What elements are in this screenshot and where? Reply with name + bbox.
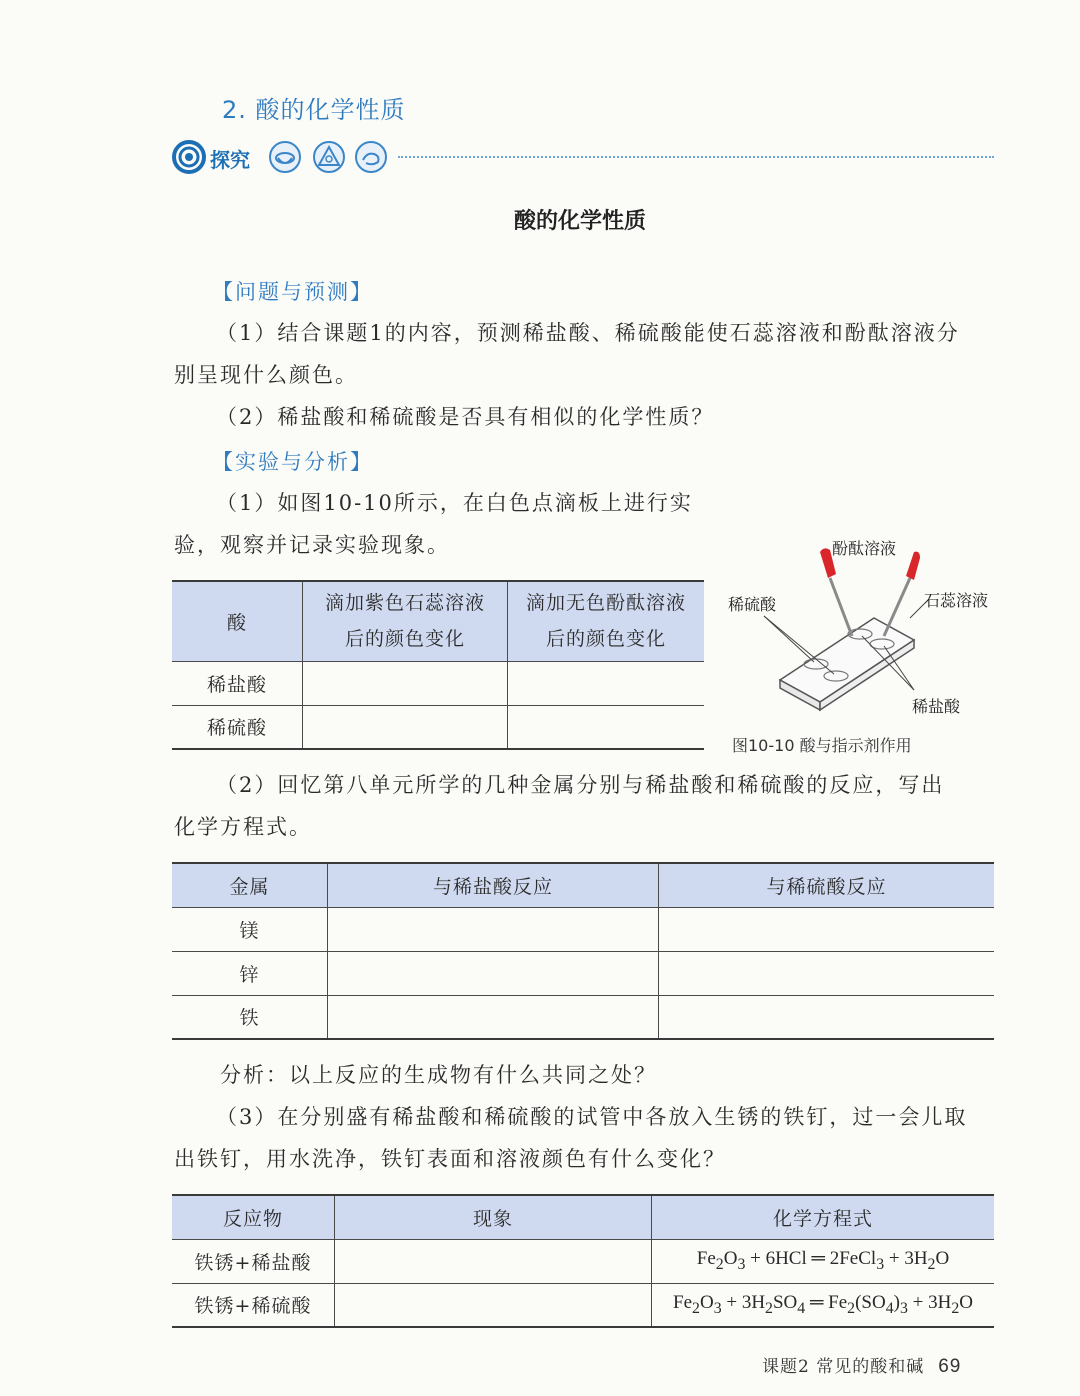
experiment-2-line-2: 化学方程式。: [174, 815, 312, 839]
table2-row-label: 镁: [172, 907, 328, 951]
table2-header-h2so4: 与稀硫酸反应: [659, 863, 995, 907]
beaker-icon: [268, 140, 302, 174]
table3-row-label: 铁锈+稀盐酸: [172, 1239, 335, 1283]
table2-header-hcl: 与稀盐酸反应: [328, 863, 659, 907]
table2-cell[interactable]: [328, 995, 659, 1039]
question-2: （2）稀盐酸和稀硫酸是否具有相似的化学性质？: [216, 405, 715, 429]
page-number: 69: [938, 1356, 962, 1377]
table1-header-acid: 酸: [172, 581, 303, 661]
experiment-1-line-1: （1）如图10-10所示，在白色点滴板上进行实: [216, 491, 693, 515]
litmus-dropper: [884, 552, 920, 636]
footer-chapter: 课题2 常见的酸和碱: [762, 1357, 925, 1377]
table2-header-metal: 金属: [172, 863, 328, 907]
table1-header-phenol: [508, 581, 705, 661]
equation-h2so4: $Fe_2O_3 + 3H_2SO_4$ ═ $Fe_2(SO_4)_3 + 3H_2O$: [652, 1283, 995, 1327]
table1-header-litmus-line2: 后的颜色变化: [344, 628, 465, 651]
table3-cell[interactable]: [335, 1239, 652, 1283]
explore-bar: [172, 140, 994, 174]
explore-label: 探究: [210, 148, 250, 172]
table1-header-phenol-line1: 滴加无色酚酞溶液: [525, 592, 686, 615]
table1-cell[interactable]: [508, 661, 705, 705]
table3-header-reactants: 反应物: [172, 1195, 335, 1239]
page-footer: [762, 1352, 961, 1378]
experiment-heading: 【实验与分析】: [212, 450, 373, 474]
experiment-3-line-1: （3）在分别盛有稀盐酸和稀硫酸的试管中各放入生锈的铁钉，过一会儿取: [216, 1105, 968, 1129]
label-sulfuric-acid: 稀硫酸: [728, 597, 777, 614]
table3-cell[interactable]: [335, 1283, 652, 1327]
dotted-separator: [398, 156, 994, 158]
equation-hcl: $Fe_2O_3 + 6HCl$ ═ 2FeCl$_3$ + $3H_2O$: [652, 1239, 995, 1283]
experiment-1-line-2: 验，观察并记录实验现象。: [174, 533, 450, 557]
table1-header-litmus-line1: 滴加紫色石蕊溶液: [324, 592, 485, 615]
hand-icon: [354, 140, 388, 174]
table-row: [172, 995, 994, 1039]
question-1-line-2: 别呈现什么颜色。: [174, 363, 358, 387]
page-heading: 酸的化学性质: [513, 209, 646, 234]
experiment-3-line-2: 出铁钉，用水洗净，铁钉表面和溶液颜色有什么变化？: [174, 1147, 726, 1171]
section-title: 2. 酸的化学性质: [222, 96, 406, 124]
table-row: [172, 951, 994, 995]
rust-reaction-table: [172, 1194, 994, 1328]
table1-row-label: 稀盐酸: [172, 661, 303, 705]
table3-header-equation: 化学方程式: [652, 1195, 995, 1239]
table2-cell[interactable]: [659, 951, 995, 995]
spot-plate-illustration: [724, 530, 1014, 730]
table2-cell[interactable]: [328, 951, 659, 995]
table-row: [172, 1239, 994, 1283]
table-row: [172, 907, 994, 951]
analysis-question: 分析：以上反应的生成物有什么共同之处？: [220, 1063, 657, 1087]
triangle-icon: [312, 140, 346, 174]
table2-cell[interactable]: [328, 907, 659, 951]
table3-header-phenomenon: 现象: [335, 1195, 652, 1239]
experiment-2-line-1: （2）回忆第八单元所学的几种金属分别与稀盐酸和稀硫酸的反应，写出: [216, 773, 945, 797]
table1-cell[interactable]: [303, 661, 508, 705]
metal-reaction-table: [172, 862, 994, 1040]
figure-caption: 图10-10 酸与指示剂作用: [732, 736, 912, 755]
label-hydrochloric-acid: 稀盐酸: [912, 699, 961, 716]
target-icon: [172, 140, 208, 176]
table2-row-label: 铁: [172, 995, 328, 1039]
table1-row-label: 稀硫酸: [172, 705, 303, 749]
table-row: [172, 661, 704, 705]
indicator-table: [172, 580, 704, 750]
label-litmus: 石蕊溶液: [924, 593, 989, 610]
table-row: [172, 705, 704, 749]
table2-cell[interactable]: [659, 907, 995, 951]
table2-row-label: 锌: [172, 951, 328, 995]
question-1-line-1: （1）结合课题1的内容，预测稀盐酸、稀硫酸能使石蕊溶液和酚酞溶液分: [216, 321, 960, 345]
table-row: [172, 1283, 994, 1327]
table1-cell[interactable]: [508, 705, 705, 749]
question-heading: 【问题与预测】: [212, 280, 373, 304]
table2-cell[interactable]: [659, 995, 995, 1039]
table1-header-phenol-line2: 后的颜色变化: [545, 628, 666, 651]
table1-header-litmus: [303, 581, 508, 661]
table1-cell[interactable]: [303, 705, 508, 749]
phenolphthalein-dropper: [820, 548, 852, 636]
table3-row-label: 铁锈+稀硫酸: [172, 1283, 335, 1327]
label-phenolphthalein: 酚酞溶液: [832, 541, 897, 558]
